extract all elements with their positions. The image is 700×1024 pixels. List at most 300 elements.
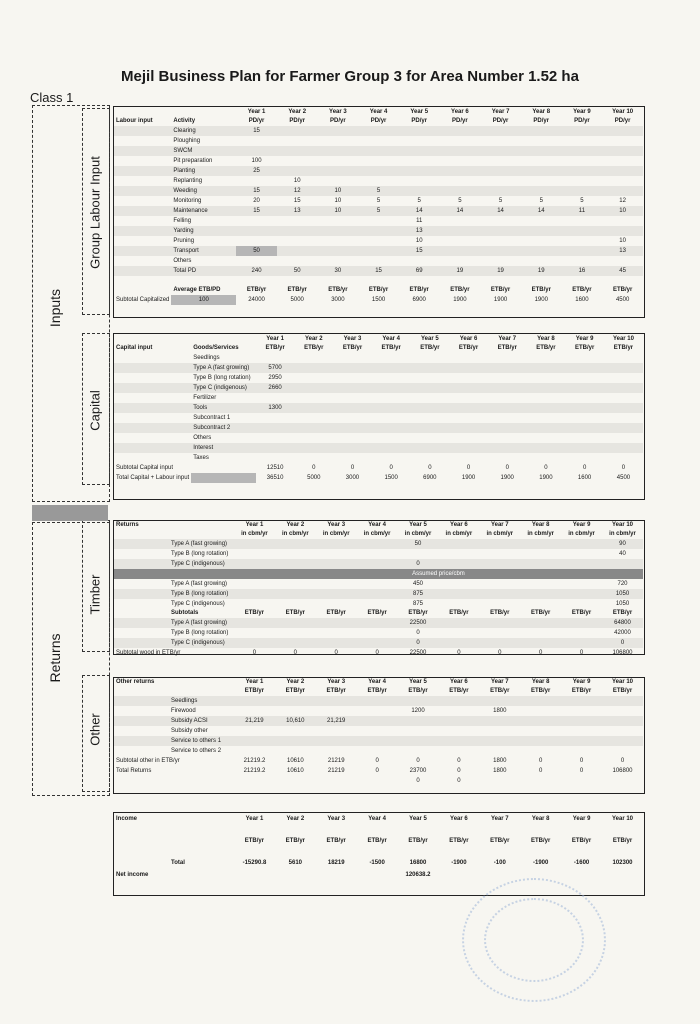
table-row xyxy=(114,628,643,638)
value-cell xyxy=(236,226,277,236)
value-cell: 21219 xyxy=(327,768,345,774)
value-cell xyxy=(357,746,398,756)
table-cell xyxy=(114,857,169,869)
table-cell xyxy=(411,423,450,433)
table-cell xyxy=(561,618,602,628)
price-header-row xyxy=(114,569,643,579)
year-header: Year 4 xyxy=(382,336,401,342)
table-cell xyxy=(316,549,357,559)
unit-header: ETB/yr xyxy=(408,838,428,844)
table-cell xyxy=(294,413,333,423)
year-header: Year 6 xyxy=(450,679,468,685)
net-income-row xyxy=(114,869,643,881)
table-cell xyxy=(561,569,602,579)
value-cell xyxy=(480,136,521,146)
table-cell xyxy=(114,706,169,716)
type-label: Type A (fast growing) xyxy=(171,541,228,547)
table-cell xyxy=(565,443,604,453)
table-cell xyxy=(191,335,256,344)
table-cell xyxy=(234,589,275,599)
value-cell: 1900 xyxy=(493,297,508,303)
value-cell xyxy=(318,216,359,226)
table-cell xyxy=(114,549,169,559)
table-cell xyxy=(372,393,411,403)
table-cell xyxy=(114,256,171,266)
total-row xyxy=(114,766,643,776)
value-cell xyxy=(398,736,439,746)
activity-label: Ploughing xyxy=(173,138,201,144)
income-table xyxy=(114,813,643,881)
value-cell xyxy=(236,216,277,226)
table-row xyxy=(114,579,643,589)
type-label: Type C (indigenous) xyxy=(171,601,225,607)
total-row xyxy=(114,473,643,483)
value-cell xyxy=(561,726,602,736)
unit-header: ETB/yr xyxy=(531,287,551,293)
table-cell xyxy=(561,628,602,638)
year-header: Year 2 xyxy=(286,816,305,822)
table-cell xyxy=(114,599,169,609)
value-cell xyxy=(398,746,439,756)
unit-header: in cbm/yr xyxy=(241,531,268,537)
table-cell xyxy=(520,579,561,589)
value-cell: 15 xyxy=(253,128,260,134)
value-cell: 11 xyxy=(578,208,586,214)
value-cell: 0 xyxy=(466,465,471,471)
value-cell xyxy=(480,176,521,186)
value-cell: 0 xyxy=(375,650,379,656)
value-cell xyxy=(562,166,603,176)
table-cell xyxy=(372,433,411,443)
table-cell xyxy=(234,559,275,569)
table-cell xyxy=(488,403,527,413)
value-cell xyxy=(399,146,440,156)
table-row xyxy=(114,256,643,266)
value-cell xyxy=(316,726,357,736)
table-cell xyxy=(565,383,604,393)
table-cell xyxy=(275,589,316,599)
table-cell xyxy=(488,433,527,443)
unit-header: ETB/yr xyxy=(571,838,592,844)
value-cell xyxy=(358,256,399,266)
unit-header: ETB/yr xyxy=(531,610,551,616)
value-cell xyxy=(561,696,602,706)
table-row xyxy=(114,443,643,453)
value-cell: 21,219 xyxy=(245,718,264,724)
unit-header: ETB/yr xyxy=(490,610,510,616)
value-cell: 20 xyxy=(253,198,260,204)
unit-header: ETB/yr xyxy=(326,688,346,694)
table-cell xyxy=(294,443,333,453)
value-cell xyxy=(277,136,318,146)
value-cell: 1300 xyxy=(268,405,282,411)
unit-header: ETB/yr xyxy=(497,345,517,351)
table-cell xyxy=(275,618,316,628)
table-cell xyxy=(438,589,479,599)
table-cell xyxy=(411,443,450,453)
unit-header: ETB/yr xyxy=(381,345,401,351)
value-cell xyxy=(399,156,440,166)
value-cell: 0 xyxy=(350,465,355,471)
value-cell: -1500 xyxy=(369,860,385,866)
unit-header: ETB/yr xyxy=(536,345,556,351)
value-cell xyxy=(358,146,399,156)
value-cell: 22500 xyxy=(409,620,427,626)
table-cell xyxy=(372,423,411,433)
unit-header: ETB/yr xyxy=(408,610,428,616)
table-cell xyxy=(438,599,479,609)
table-cell xyxy=(479,539,520,549)
official-stamp xyxy=(462,878,606,1002)
unit-header: ETB/yr xyxy=(287,287,307,293)
unit-header: PD/yr xyxy=(574,118,590,124)
table-cell xyxy=(449,433,488,443)
value-cell: 1050 xyxy=(615,601,630,607)
table-cell xyxy=(449,393,488,403)
value-cell: 5000 xyxy=(290,297,304,303)
table-cell xyxy=(479,549,520,559)
value-cell xyxy=(602,226,643,236)
unit-header: PD/yr xyxy=(452,118,468,124)
table-row xyxy=(114,618,643,628)
table-cell xyxy=(114,246,171,256)
value-cell: 1900 xyxy=(534,297,548,303)
table-cell xyxy=(234,569,275,579)
unit-header: ETB/yr xyxy=(571,688,592,694)
table-cell xyxy=(316,628,357,638)
item-label: Tools xyxy=(193,405,208,411)
value-cell xyxy=(479,696,520,706)
table-row xyxy=(114,423,643,433)
column-header: Activity xyxy=(173,118,196,124)
table-row xyxy=(114,589,643,599)
value-cell xyxy=(521,166,562,176)
table-cell xyxy=(234,776,275,786)
value-cell xyxy=(398,716,439,726)
table-cell xyxy=(316,539,357,549)
value-cell xyxy=(318,156,359,166)
table-cell xyxy=(114,776,169,786)
table-cell xyxy=(114,383,191,393)
value-cell: 5 xyxy=(417,198,421,204)
table-cell xyxy=(357,599,398,609)
value-cell: 0 xyxy=(334,650,338,656)
table-cell xyxy=(561,549,602,559)
value-cell: -15290.8 xyxy=(242,860,267,866)
table-cell xyxy=(333,423,372,433)
year-header: Year 2 xyxy=(286,679,305,685)
unit-header: ETB/yr xyxy=(285,838,305,844)
table-cell xyxy=(169,678,234,687)
activity-label: Clearing xyxy=(173,128,196,134)
value-cell: 102300 xyxy=(612,860,633,866)
value-cell: 0 xyxy=(498,650,502,656)
table-cell xyxy=(357,539,398,549)
table-cell xyxy=(561,539,602,549)
value-cell: 5 xyxy=(498,198,503,204)
value-cell: 10 xyxy=(619,238,626,244)
value-cell xyxy=(479,736,520,746)
year-header: Year 6 xyxy=(459,336,478,342)
unit-header: ETB/yr xyxy=(531,838,551,844)
table-cell xyxy=(169,530,234,539)
unit-header: in cbm/yr xyxy=(322,531,350,537)
table-cell xyxy=(114,539,169,549)
value-cell: 0 xyxy=(457,650,461,656)
table-row xyxy=(114,403,643,413)
table-cell xyxy=(479,638,520,648)
table-cell xyxy=(372,383,411,393)
activity-label: SWCM xyxy=(173,148,193,154)
value-cell: 5 xyxy=(376,188,381,194)
value-cell xyxy=(438,726,479,736)
value-cell xyxy=(256,423,295,433)
value-cell xyxy=(358,156,399,166)
value-cell: 21219.2 xyxy=(243,758,266,764)
value-cell xyxy=(318,126,359,136)
value-cell xyxy=(316,696,357,706)
header-row xyxy=(114,813,643,825)
table-cell xyxy=(114,847,169,857)
value-cell: 0 xyxy=(416,778,420,784)
table-row xyxy=(114,706,643,716)
table-cell xyxy=(294,393,333,403)
table-cell xyxy=(561,579,602,589)
value-cell xyxy=(480,226,521,236)
table-row xyxy=(114,373,643,383)
value-cell xyxy=(318,176,359,186)
value-cell: 0 xyxy=(579,768,584,774)
table-cell xyxy=(294,383,333,393)
activity-label: Yarding xyxy=(173,228,194,234)
value-cell: 15 xyxy=(253,208,260,214)
table-cell xyxy=(411,363,450,373)
value-cell xyxy=(602,256,643,266)
table-cell xyxy=(411,393,450,403)
value-cell xyxy=(562,156,603,166)
year-header: Year 4 xyxy=(368,679,386,685)
table-cell xyxy=(604,413,643,423)
table-cell xyxy=(294,373,333,383)
table-cell xyxy=(333,453,372,463)
value-cell: 50 xyxy=(236,246,277,256)
value-cell: 5 xyxy=(539,198,543,204)
table-cell xyxy=(561,776,602,786)
table-cell xyxy=(114,363,191,373)
table-row xyxy=(114,453,643,463)
table-cell xyxy=(114,156,171,166)
unit-header: ETB/yr xyxy=(368,287,389,293)
subtotal-label: Subtotal other in ETB/yr xyxy=(116,758,180,764)
year-header: Year 1 xyxy=(247,109,266,115)
value-cell: 14 xyxy=(415,208,423,214)
table-cell xyxy=(488,413,527,423)
value-cell xyxy=(399,136,440,146)
table-row xyxy=(114,196,643,206)
table-row xyxy=(114,363,643,373)
table-row xyxy=(114,559,643,569)
table-cell xyxy=(316,569,357,579)
year-header: Year 1 xyxy=(266,336,284,342)
table-cell xyxy=(171,108,236,117)
type-label: Type A (fast growing) xyxy=(171,620,228,626)
table-cell xyxy=(520,776,561,786)
unit-header: ETB/yr xyxy=(449,838,469,844)
table-cell xyxy=(114,413,191,423)
value-cell xyxy=(602,716,643,726)
value-cell: 50 xyxy=(293,268,301,274)
item-label: Seedlings xyxy=(193,355,220,361)
value-cell: 0 xyxy=(416,640,420,646)
year-header: Year 10 xyxy=(612,109,634,115)
table-cell xyxy=(438,559,479,569)
item-label: Subcontract 1 xyxy=(193,415,231,421)
table-cell xyxy=(357,618,398,628)
table-cell xyxy=(565,393,604,403)
unit-header: PD/yr xyxy=(533,118,550,124)
table-cell xyxy=(275,569,316,579)
value-cell: 22500 xyxy=(409,650,427,656)
header-row xyxy=(114,609,643,618)
table-cell xyxy=(114,716,169,726)
table-cell xyxy=(479,776,520,786)
value-cell: 0 xyxy=(428,465,432,471)
unit-header: ETB/yr xyxy=(409,287,429,293)
value-cell: 90 xyxy=(619,541,626,547)
value-cell xyxy=(521,146,562,156)
value-cell: 720 xyxy=(617,581,628,587)
year-header: Year 8 xyxy=(532,109,551,115)
unit-header: ETB/yr xyxy=(490,838,510,844)
value-cell xyxy=(562,186,603,196)
value-cell: 11 xyxy=(416,218,423,224)
year-header: Year 3 xyxy=(327,679,346,685)
table-cell xyxy=(527,353,566,363)
table-cell xyxy=(234,599,275,609)
table-cell xyxy=(114,559,169,569)
year-header: Year 5 xyxy=(421,336,439,342)
table-cell xyxy=(169,687,234,696)
table-cell xyxy=(604,353,643,363)
year-header: Year 6 xyxy=(450,816,468,822)
table-cell xyxy=(114,126,171,136)
table-cell xyxy=(357,549,398,559)
value-cell xyxy=(602,726,643,736)
value-cell xyxy=(357,696,398,706)
table-cell xyxy=(527,383,566,393)
year-header: Year 10 xyxy=(611,679,634,685)
table-row xyxy=(114,433,643,443)
table-cell xyxy=(438,869,479,881)
value-cell: 1800 xyxy=(493,708,507,714)
value-cell: 2950 xyxy=(268,375,282,381)
value-cell xyxy=(479,716,520,726)
table-cell xyxy=(357,776,398,786)
table-cell xyxy=(114,530,169,539)
value-cell: 21219 xyxy=(327,758,345,764)
unit-header: ETB/yr xyxy=(244,838,265,844)
table-row xyxy=(114,638,643,648)
value-cell xyxy=(440,256,481,266)
value-cell xyxy=(440,126,481,136)
unit-header: ETB/yr xyxy=(612,838,633,844)
value-cell: 5 xyxy=(458,198,462,204)
value-cell: 30 xyxy=(334,268,342,274)
year-header: Year 9 xyxy=(572,816,591,822)
table-cell xyxy=(294,403,333,413)
value-cell: 0 xyxy=(620,758,625,764)
value-cell xyxy=(561,716,602,726)
unit-header: PD/yr xyxy=(370,118,387,124)
table-cell xyxy=(114,746,169,756)
group-labour-label: Group Labour Input xyxy=(87,156,103,269)
table-cell xyxy=(527,423,566,433)
other-returns-table xyxy=(114,678,643,786)
table-cell xyxy=(114,206,171,216)
value-cell xyxy=(318,146,359,156)
value-cell xyxy=(358,136,399,146)
table-cell xyxy=(191,463,256,473)
table-cell xyxy=(602,869,643,881)
activity-label: Transport xyxy=(173,248,199,254)
value-cell: 6900 xyxy=(423,475,437,481)
value-cell: 0 xyxy=(457,778,461,784)
total-label: Total Returns xyxy=(116,768,152,774)
returns-label: Returns xyxy=(47,633,63,683)
unit-header: ETB/yr xyxy=(490,287,511,293)
value-cell: 45 xyxy=(619,268,626,274)
value-cell xyxy=(399,256,440,266)
value-cell xyxy=(520,726,561,736)
value-cell xyxy=(277,256,318,266)
value-cell: 10 xyxy=(415,238,423,244)
value-cell: -100 xyxy=(493,860,506,866)
table-cell xyxy=(438,638,479,648)
table-row xyxy=(114,226,643,236)
table-row xyxy=(114,383,643,393)
table-cell xyxy=(565,353,604,363)
value-cell: 16800 xyxy=(409,860,427,866)
value-cell xyxy=(480,166,521,176)
year-header: Year 7 xyxy=(490,816,509,822)
value-cell xyxy=(520,736,561,746)
value-cell: 23700 xyxy=(409,768,427,774)
year-header: Year 8 xyxy=(531,816,550,822)
header-row xyxy=(114,687,643,696)
value-cell xyxy=(440,186,481,196)
value-cell xyxy=(277,226,318,236)
table-cell xyxy=(372,453,411,463)
value-cell xyxy=(438,736,479,746)
table-cell xyxy=(169,776,234,786)
type-label: Type B (long rotation) xyxy=(171,630,229,636)
table-cell xyxy=(275,869,316,881)
unit-header: ETB/yr xyxy=(449,610,469,616)
table-cell xyxy=(411,433,450,443)
unit-header: ETB/yr xyxy=(285,610,305,616)
table-cell xyxy=(114,166,171,176)
table-cell xyxy=(333,363,372,373)
table-cell xyxy=(234,549,275,559)
value-cell xyxy=(440,246,481,256)
subtotal-label: Subtotal Capitalized xyxy=(116,297,170,303)
year-header: Year 9 xyxy=(573,109,591,115)
value-cell: 1900 xyxy=(539,475,553,481)
value-cell xyxy=(316,736,357,746)
spacer-row xyxy=(114,825,643,835)
unit-header: ETB/yr xyxy=(612,610,633,616)
value-cell: 13 xyxy=(619,248,626,254)
